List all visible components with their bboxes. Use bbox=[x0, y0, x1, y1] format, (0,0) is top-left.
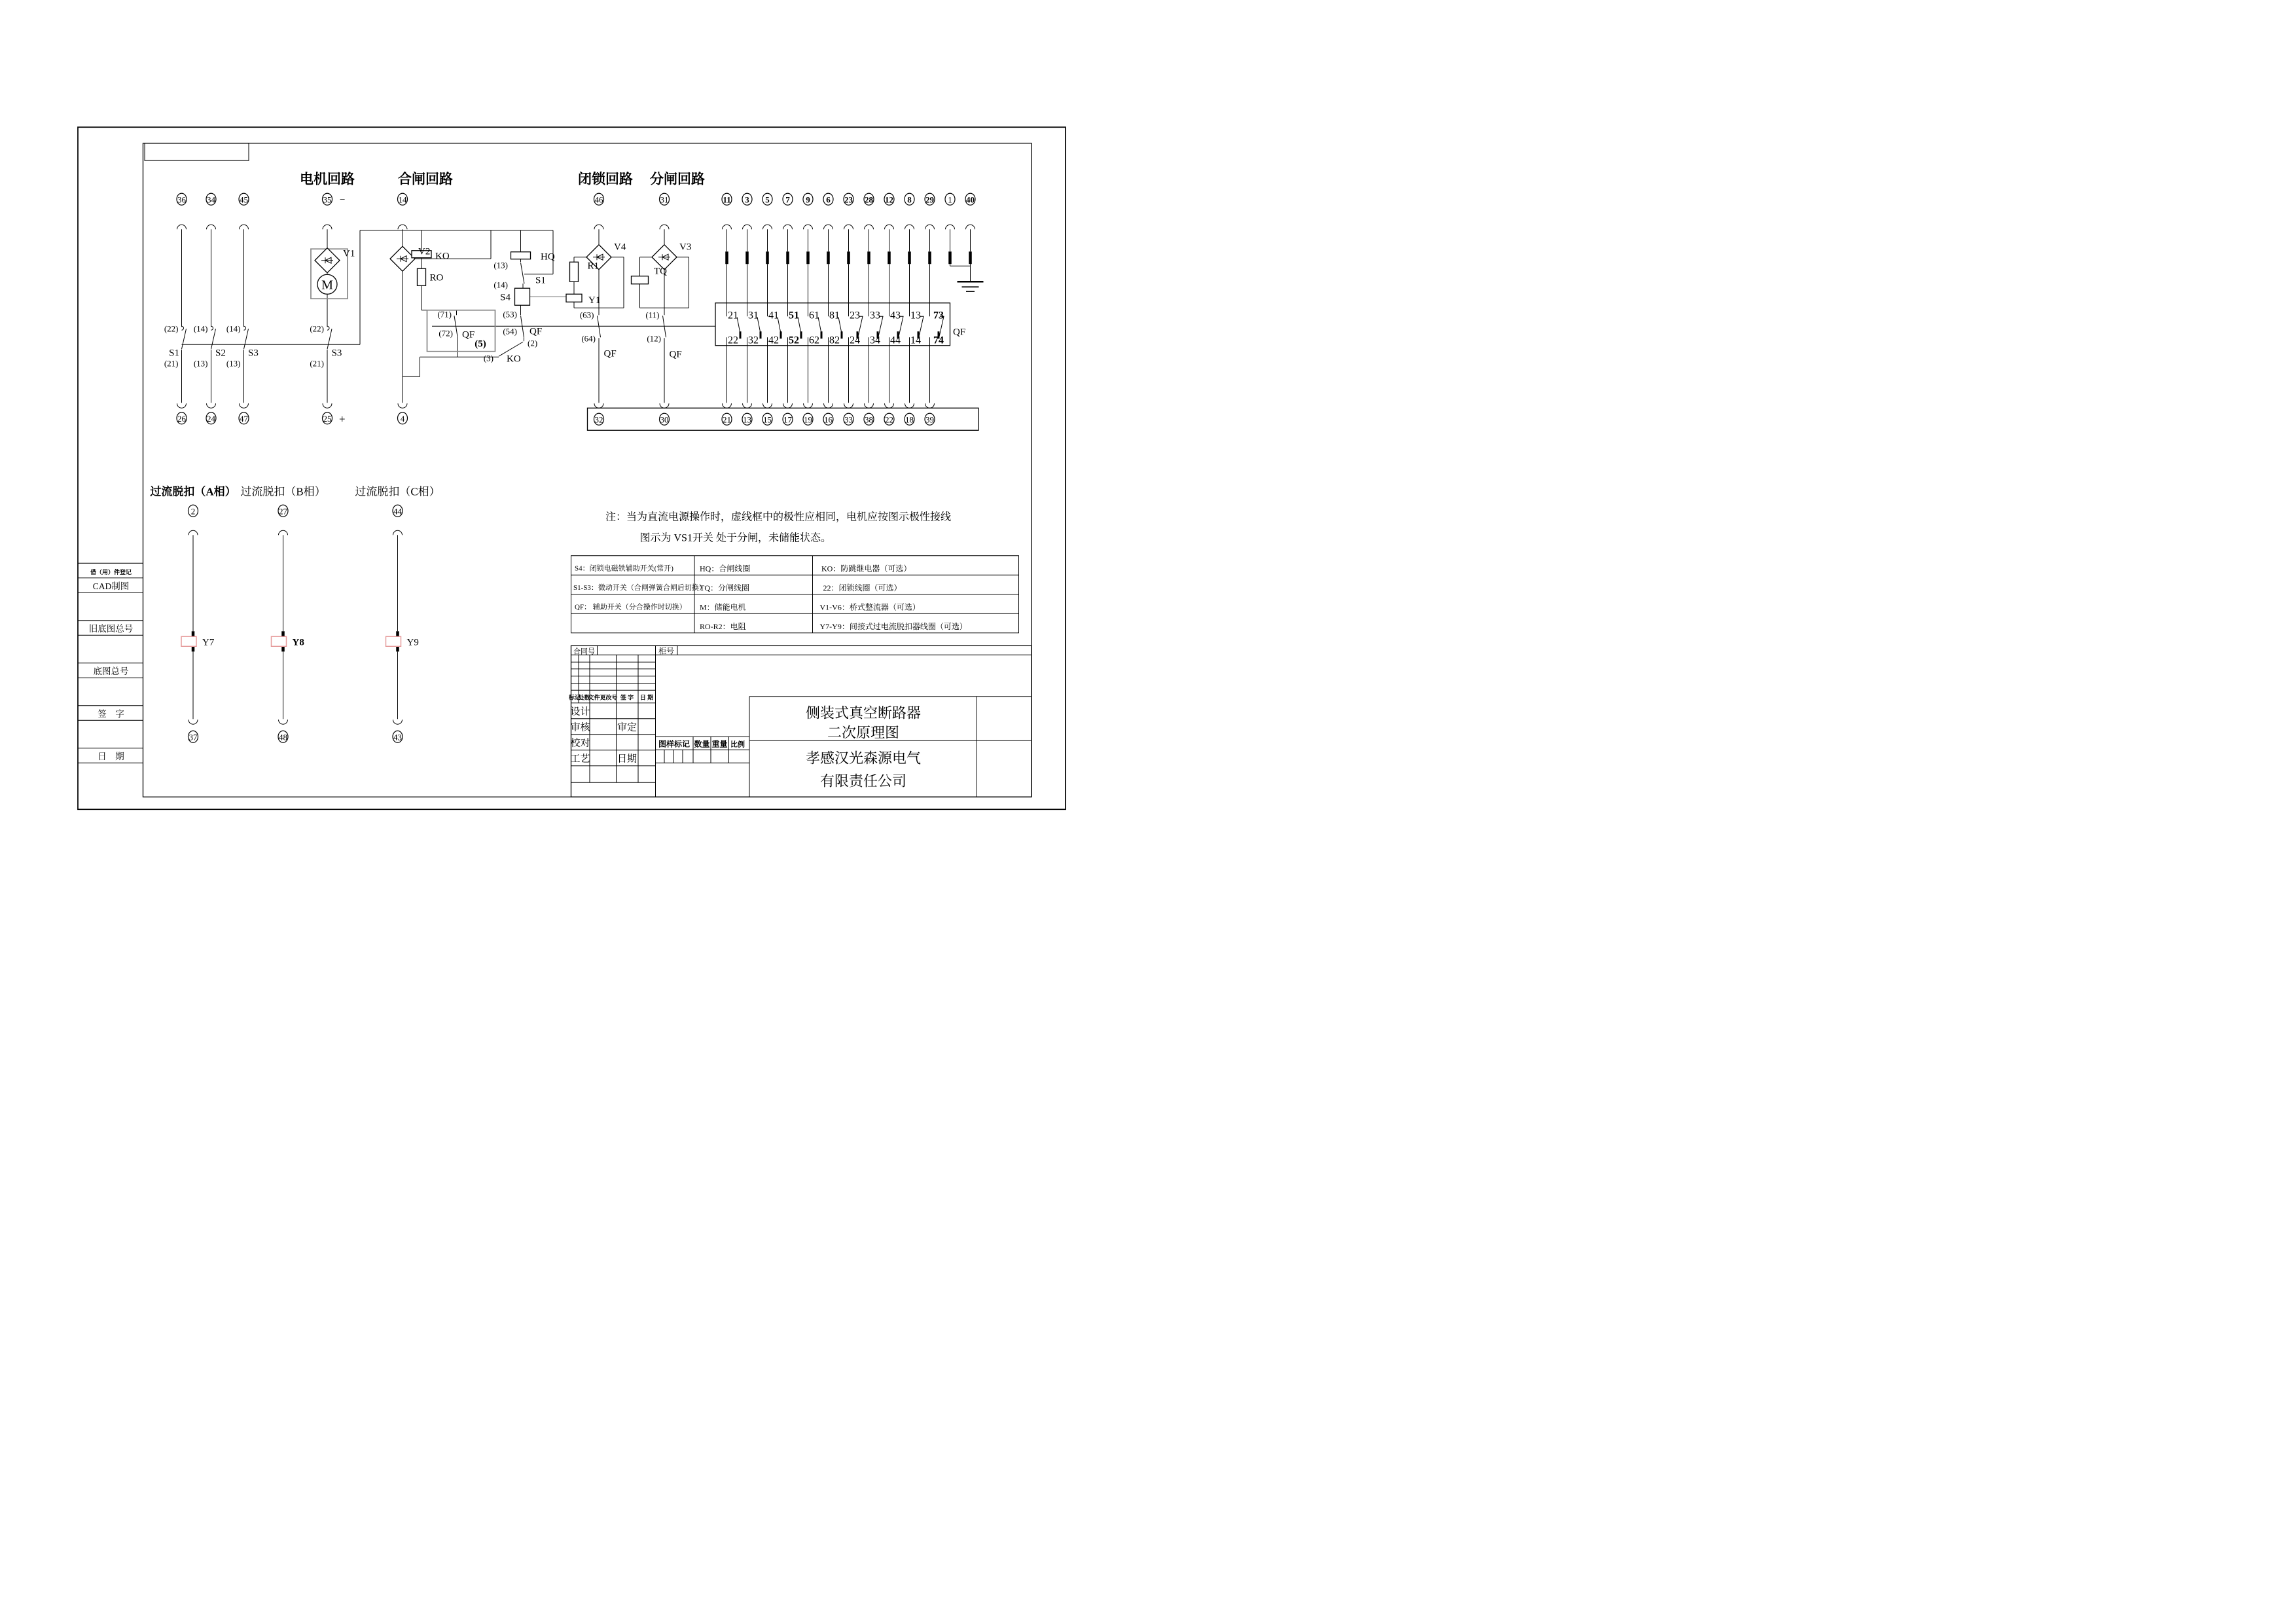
s4-label: S4 bbox=[500, 292, 511, 303]
terminal bbox=[177, 412, 187, 424]
terminal bbox=[239, 193, 249, 205]
polarity-minus: − bbox=[340, 194, 346, 206]
motor-label: M bbox=[321, 278, 333, 293]
header-closing-circuit: 合闸回路 bbox=[398, 171, 453, 187]
s1-pin-22: (22) bbox=[164, 323, 179, 334]
schematic-page bbox=[0, 0, 1148, 812]
v4-label: V4 bbox=[614, 242, 626, 253]
s1-pin-21: (21) bbox=[164, 358, 179, 369]
qf-63-label: QF bbox=[603, 348, 617, 359]
qf-top-8: 43 bbox=[890, 310, 901, 321]
y8-label: Y8 bbox=[292, 637, 304, 648]
svg-text:27: 27 bbox=[279, 506, 287, 517]
ground-icon bbox=[958, 282, 984, 291]
drawing-title-line2: 二次原理图 bbox=[827, 724, 900, 741]
pin-11: (11) bbox=[645, 310, 660, 320]
qf-top-5: 81 bbox=[829, 310, 840, 321]
s2-label: S2 bbox=[215, 348, 226, 359]
pin-12: (12) bbox=[647, 333, 661, 344]
header-opening-circuit: 分闸回路 bbox=[650, 171, 705, 187]
tq-label: TQ bbox=[654, 266, 667, 277]
svg-text:7: 7 bbox=[785, 194, 790, 205]
pin-53: (53) bbox=[503, 309, 517, 319]
qf-bot-4: 62 bbox=[809, 335, 819, 346]
stamp-weight-label: 重量 bbox=[711, 739, 728, 749]
terminal bbox=[393, 731, 403, 742]
ro-resistor bbox=[418, 268, 426, 285]
s3-pin-14: (14) bbox=[226, 323, 241, 334]
svg-text:19: 19 bbox=[804, 414, 812, 425]
y7-label: Y7 bbox=[202, 637, 215, 648]
stamp-qty-label: 数量 bbox=[694, 739, 710, 749]
qf-bot-1: 32 bbox=[748, 335, 759, 346]
terminal bbox=[762, 413, 772, 425]
ko-contact-label: KO bbox=[507, 354, 521, 365]
svg-text:13: 13 bbox=[743, 414, 751, 425]
svg-text:9: 9 bbox=[806, 194, 810, 205]
polarity-plus: + bbox=[339, 412, 346, 426]
pin-5-option: (5) bbox=[475, 338, 486, 350]
company-line1: 孝感汉光森源电气 bbox=[805, 750, 922, 767]
drawing-title-line1: 侧装式真空断路器 bbox=[805, 704, 922, 721]
legend-r2-left: S1-S3：微动开关（合闸弹簧合闸后切换） bbox=[573, 583, 706, 592]
terminal bbox=[905, 413, 914, 425]
r1-label: R1 bbox=[587, 261, 600, 272]
svg-text:33: 33 bbox=[844, 414, 853, 425]
schematic-canvas bbox=[0, 0, 1148, 812]
company-line2: 有限责任公司 bbox=[819, 773, 907, 790]
svg-text:4: 4 bbox=[400, 413, 405, 424]
s2-pin-14: (14) bbox=[193, 323, 208, 334]
sidebar-borrow-label: 借（用）件登记 bbox=[90, 568, 132, 575]
qf-top-4: 61 bbox=[809, 310, 819, 321]
v2-label: V2 bbox=[418, 246, 431, 257]
terminal bbox=[864, 193, 874, 205]
terminal bbox=[925, 193, 935, 205]
cabinet-no-label: 柜号 bbox=[658, 646, 675, 656]
pin-54: (54) bbox=[503, 326, 517, 337]
legend-r1-left: S4：闭锁电磁铁辅助开关(常开) bbox=[575, 564, 673, 573]
process-label: 工艺 bbox=[570, 754, 590, 765]
legend-r3-right: V1-V6：桥式整流器（可选） bbox=[819, 602, 920, 612]
terminal bbox=[803, 413, 813, 425]
terminal bbox=[965, 193, 975, 205]
terminal bbox=[823, 413, 833, 425]
svg-text:14: 14 bbox=[398, 194, 407, 205]
svg-text:28: 28 bbox=[865, 194, 873, 205]
s2-pin-13: (13) bbox=[193, 358, 208, 369]
terminal bbox=[323, 193, 332, 205]
trip-c-header: 过流脱扣（C相） bbox=[355, 485, 440, 498]
pin-2: (2) bbox=[528, 338, 538, 348]
note-line1: 注：当为直流电源操作时，虚线框中的极性应相同，电机应按图示极性接线 bbox=[605, 511, 952, 523]
qf-bot-2: 42 bbox=[768, 335, 779, 346]
rectifier-v1 bbox=[315, 248, 340, 273]
rectifier-v2 bbox=[390, 246, 415, 271]
qf-71-label: QF bbox=[462, 329, 475, 340]
s3r-pin-22: (22) bbox=[310, 323, 324, 334]
qf-bot-10: 74 bbox=[933, 335, 944, 346]
terminal bbox=[844, 193, 853, 205]
qf-bot-5: 82 bbox=[829, 335, 840, 346]
terminal bbox=[925, 413, 935, 425]
qf-bot-6: 24 bbox=[850, 335, 860, 346]
terminal bbox=[742, 193, 752, 205]
terminal bbox=[722, 193, 732, 205]
s1-closing-label: S1 bbox=[535, 275, 546, 286]
svg-text:43: 43 bbox=[393, 732, 402, 742]
pin-71: (71) bbox=[437, 309, 452, 319]
terminal bbox=[905, 193, 914, 205]
qf-top-3: 51 bbox=[789, 310, 799, 321]
svg-text:16: 16 bbox=[824, 414, 833, 425]
terminal bbox=[844, 413, 853, 425]
svg-text:17: 17 bbox=[783, 414, 792, 425]
pin-3: (3) bbox=[483, 353, 493, 363]
qf-top-10: 73 bbox=[933, 310, 944, 321]
svg-text:24: 24 bbox=[207, 413, 215, 424]
svg-text:6: 6 bbox=[826, 194, 831, 205]
svg-text:12: 12 bbox=[885, 194, 893, 205]
svg-text:3: 3 bbox=[745, 194, 749, 205]
contract-no-label: 合同号 bbox=[573, 647, 595, 656]
pin-64: (64) bbox=[581, 333, 596, 344]
terminal bbox=[188, 731, 198, 742]
svg-text:35: 35 bbox=[323, 194, 332, 205]
r1-resistor bbox=[570, 262, 579, 282]
terminal bbox=[398, 412, 408, 424]
ro-label: RO bbox=[429, 272, 444, 283]
qf-contact-table bbox=[715, 303, 965, 346]
v1-label: V1 bbox=[343, 248, 355, 259]
col-doc-label: 文件更改号 bbox=[588, 694, 618, 701]
s4-switch-box bbox=[515, 288, 530, 305]
terminal bbox=[594, 413, 604, 425]
qf-53-label: QF bbox=[529, 326, 543, 337]
svg-text:47: 47 bbox=[240, 413, 248, 424]
terminal bbox=[594, 193, 604, 205]
s3-pin-13: (13) bbox=[226, 358, 241, 369]
svg-text:25: 25 bbox=[323, 413, 332, 424]
svg-text:1: 1 bbox=[948, 194, 952, 205]
qf-bot-8: 44 bbox=[890, 335, 901, 346]
title-block bbox=[568, 646, 1031, 797]
svg-text:21: 21 bbox=[723, 414, 731, 425]
svg-text:32: 32 bbox=[594, 414, 603, 425]
proof-label: 校对 bbox=[570, 738, 590, 749]
note-line2: 图示为 VS1开关 处于分闸，未储能状态。 bbox=[639, 532, 831, 544]
y1-label: Y1 bbox=[588, 295, 601, 306]
y8-coil bbox=[272, 636, 287, 646]
terminal bbox=[884, 193, 894, 205]
s1-label: S1 bbox=[169, 348, 179, 359]
pin-72: (72) bbox=[439, 328, 453, 338]
col-date-label: 日 期 bbox=[639, 694, 654, 701]
terminal bbox=[783, 193, 793, 205]
sidebar-sign-label: 签 字 bbox=[98, 708, 124, 719]
s3r-label: S3 bbox=[331, 348, 342, 359]
y9-label: Y9 bbox=[406, 637, 419, 648]
qf-bot-3: 52 bbox=[789, 335, 799, 346]
ko-label: KO bbox=[435, 251, 450, 262]
qf-table-label: QF bbox=[953, 327, 966, 338]
svg-text:48: 48 bbox=[279, 732, 287, 742]
s3-label: S3 bbox=[248, 348, 259, 359]
sidebar-date-label: 日 期 bbox=[98, 751, 124, 761]
svg-text:11: 11 bbox=[723, 194, 731, 205]
y7-coil bbox=[181, 636, 196, 646]
trip-a-header: 过流脱扣（A相） bbox=[150, 485, 236, 498]
svg-text:23: 23 bbox=[844, 194, 853, 205]
svg-text:5: 5 bbox=[765, 194, 770, 205]
qf-11-label: QF bbox=[669, 349, 682, 360]
terminal bbox=[177, 193, 187, 205]
pin-14: (14) bbox=[493, 280, 508, 290]
s3r-pin-21: (21) bbox=[310, 358, 324, 369]
qf-bot-7: 34 bbox=[870, 335, 880, 346]
svg-text:15: 15 bbox=[763, 414, 772, 425]
hq-label: HQ bbox=[541, 251, 555, 263]
terminal bbox=[188, 505, 198, 517]
terminal bbox=[864, 413, 874, 425]
qf-top-6: 23 bbox=[850, 310, 860, 321]
sidebar-cad-label: CAD制图 bbox=[92, 581, 130, 591]
legend-r3-left: QF： 辅助开关（分合操作时切换） bbox=[575, 603, 687, 611]
date-row-label: 日期 bbox=[617, 754, 637, 765]
v3-label: V3 bbox=[679, 242, 692, 253]
svg-text:2: 2 bbox=[190, 506, 196, 517]
terminal bbox=[660, 413, 670, 425]
terminal bbox=[884, 413, 894, 425]
svg-text:44: 44 bbox=[393, 506, 402, 517]
pin-13: (13) bbox=[493, 260, 508, 270]
legend-r4-mid: RO-R2：电阻 bbox=[700, 621, 746, 631]
header-lockout-circuit: 闭锁回路 bbox=[578, 171, 633, 187]
legend-r2-right: 22：闭锁线圈（可选） bbox=[823, 583, 902, 593]
terminal bbox=[206, 412, 216, 424]
terminal bbox=[323, 412, 332, 424]
col-mark-label: 标记 bbox=[568, 694, 581, 701]
pin-63: (63) bbox=[579, 310, 594, 320]
terminal bbox=[239, 412, 249, 424]
header-motor-circuit: 电机回路 bbox=[300, 171, 355, 187]
terminal bbox=[660, 193, 670, 205]
legend-table bbox=[571, 556, 1019, 633]
stamp-mark-label: 图样标记 bbox=[658, 739, 691, 749]
svg-text:30: 30 bbox=[660, 414, 669, 425]
terminal bbox=[398, 193, 408, 205]
legend-r4-right: Y7-Y9：间接式过电流脱扣器线圈（可选） bbox=[819, 621, 967, 631]
legend-r1-mid: HQ：合闸线圈 bbox=[700, 564, 751, 574]
sidebar-base-label: 底图总号 bbox=[93, 666, 129, 676]
y1-coil bbox=[566, 294, 582, 302]
svg-text:40: 40 bbox=[966, 194, 975, 205]
terminal bbox=[783, 413, 793, 425]
approve-label: 审定 bbox=[617, 722, 637, 733]
top-left-box bbox=[145, 143, 249, 161]
svg-text:45: 45 bbox=[240, 194, 248, 205]
terminal bbox=[823, 193, 833, 205]
y9-coil bbox=[386, 636, 401, 646]
svg-text:39: 39 bbox=[925, 414, 934, 425]
sidebar bbox=[78, 563, 143, 763]
legend-r3-mid: M：储能电机 bbox=[700, 602, 746, 612]
terminal bbox=[742, 413, 752, 425]
legend-r1-right: KO：防跳继电器（可选） bbox=[821, 564, 912, 574]
sidebar-old-base-label: 旧底图总号 bbox=[88, 623, 134, 634]
col-sign-label: 签 字 bbox=[620, 694, 634, 701]
qf-top-2: 41 bbox=[768, 310, 779, 321]
terminal bbox=[945, 193, 955, 205]
svg-text:34: 34 bbox=[207, 194, 215, 205]
svg-text:22: 22 bbox=[885, 414, 893, 425]
terminal bbox=[803, 193, 813, 205]
qf-top-0: 21 bbox=[728, 310, 738, 321]
qf-top-9: 13 bbox=[910, 310, 921, 321]
qf-bot-9: 14 bbox=[910, 335, 921, 346]
tq-coil bbox=[632, 276, 649, 284]
legend-r2-mid: TQ：分闸线圈 bbox=[700, 583, 749, 593]
svg-text:46: 46 bbox=[594, 194, 603, 205]
stamp-scale-label: 比例 bbox=[730, 740, 745, 749]
svg-text:26: 26 bbox=[177, 413, 186, 424]
qf-top-1: 31 bbox=[748, 310, 759, 321]
svg-text:38: 38 bbox=[865, 414, 873, 425]
svg-text:37: 37 bbox=[188, 732, 198, 742]
terminal bbox=[206, 193, 216, 205]
terminal bbox=[393, 505, 403, 517]
design-label: 设计 bbox=[570, 706, 590, 718]
terminal bbox=[278, 731, 288, 742]
trip-b-header: 过流脱扣（B相） bbox=[240, 485, 326, 498]
svg-text:29: 29 bbox=[925, 194, 934, 205]
col-count-label: 处数 bbox=[578, 694, 590, 701]
qf-top-7: 33 bbox=[870, 310, 880, 321]
svg-text:8: 8 bbox=[907, 194, 912, 205]
check-label: 审核 bbox=[570, 722, 590, 733]
terminal bbox=[762, 193, 772, 205]
terminal bbox=[278, 505, 288, 517]
svg-text:18: 18 bbox=[905, 414, 914, 425]
svg-text:31: 31 bbox=[660, 194, 669, 205]
hq-coil bbox=[511, 252, 531, 259]
terminal bbox=[722, 413, 732, 425]
svg-text:36: 36 bbox=[177, 194, 186, 205]
qf-bot-0: 22 bbox=[728, 335, 738, 346]
